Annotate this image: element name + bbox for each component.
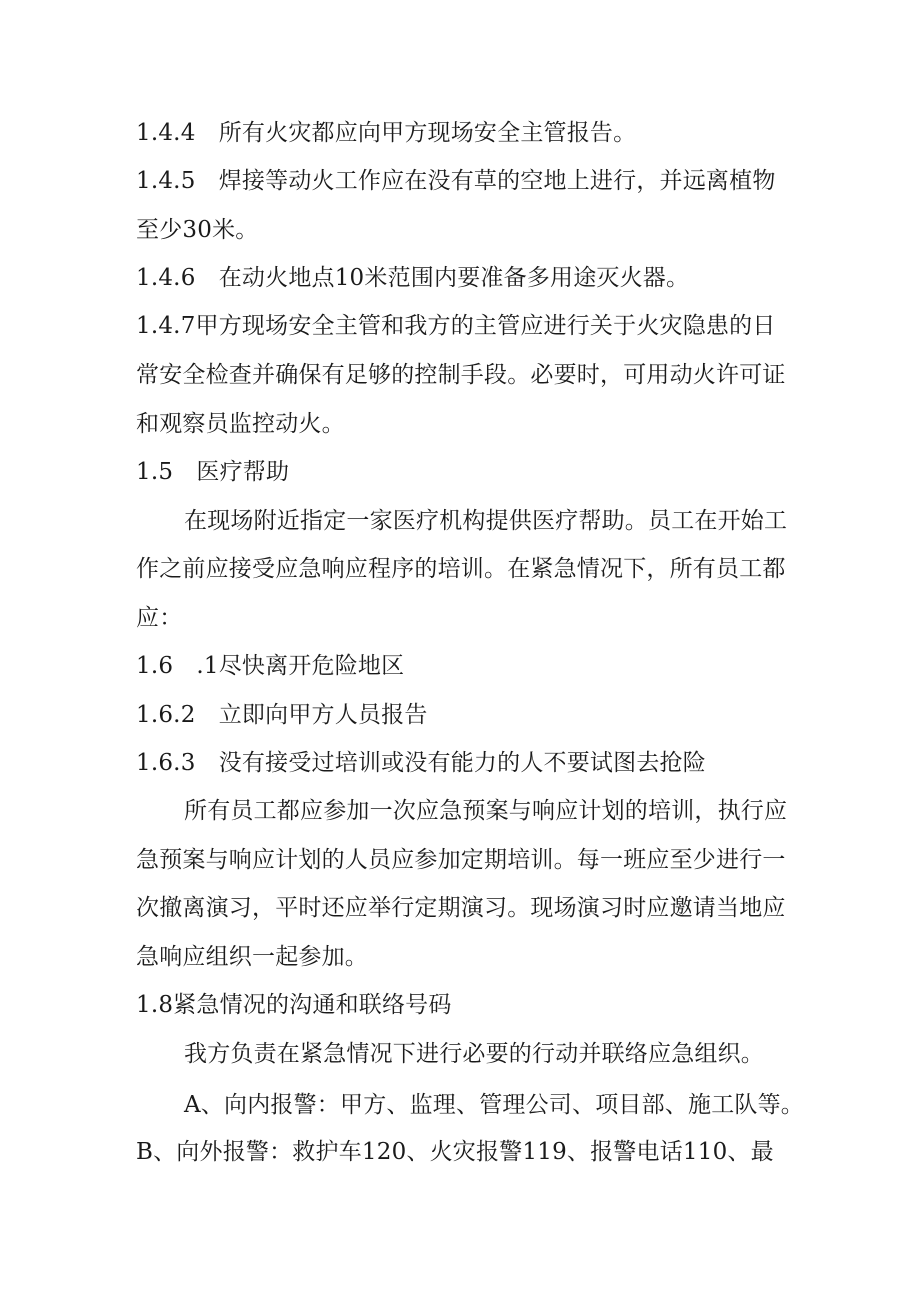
paragraph-medical-line-2: 作之前应接受应急响应程序的培训。在紧急情况下，所有员工都 (136, 556, 786, 582)
clause-1-4-4: 1.4.4 所有火灾都应向甲方现场安全主管报告。 (136, 120, 637, 146)
clause-1-6-2: 1.6.2 立即向甲方人员报告 (136, 702, 428, 728)
paragraph-medical-line-3: 应： (136, 605, 183, 631)
clause-1-4-7-line-1: 1.4.7甲方现场安全主管和我方的主管应进行关于火灾隐患的日 (136, 313, 776, 339)
section-heading-1-5: 1.5 医疗帮助 (136, 459, 290, 485)
section-heading-1-8: 1.8紧急情况的沟通和联络号码 (136, 992, 452, 1018)
paragraph-medical-line-1: 在现场附近指定一家医疗机构提供医疗帮助。员工在开始工 (184, 508, 788, 534)
external-alarm-item: B、向外报警：救护车120、火灾报警119、报警电话110、最 (136, 1139, 774, 1165)
clause-1-4-6: 1.4.6 在动火地点10米范围内要准备多用途灭火器。 (136, 265, 690, 291)
internal-alarm-item: A、向内报警：甲方、监理、管理公司、项目部、施工队等。 (184, 1092, 805, 1118)
clause-1-4-5-line-1: 1.4.5 焊接等动火工作应在没有草的空地上进行，并远离植物 (136, 168, 776, 194)
clause-1-4-5-line-2: 至少30米。 (136, 217, 259, 243)
paragraph-training-line-4: 急响应组织一起参加。 (136, 944, 368, 970)
clause-1-6-1: 1.6 .1尽快离开危险地区 (136, 653, 405, 679)
paragraph-training-line-2: 急预案与响应计划的人员应参加定期培训。每一班应至少进行一 (136, 847, 786, 873)
paragraph-training-line-1: 所有员工都应参加一次应急预案与响应计划的培训，执行应 (184, 798, 788, 824)
clause-1-4-7-line-3: 和观察员监控动火。 (136, 411, 345, 437)
paragraph-contact: 我方负责在紧急情况下进行必要的行动并联络应急组织。 (184, 1041, 764, 1067)
clause-1-6-3: 1.6.3 没有接受过培训或没有能力的人不要试图去抢险 (136, 750, 706, 776)
clause-1-4-7-line-2: 常安全检查并确保有足够的控制手段。必要时，可用动火许可证 (136, 362, 786, 388)
paragraph-training-line-3: 次撤离演习，平时还应举行定期演习。现场演习时应邀请当地应 (136, 895, 786, 921)
